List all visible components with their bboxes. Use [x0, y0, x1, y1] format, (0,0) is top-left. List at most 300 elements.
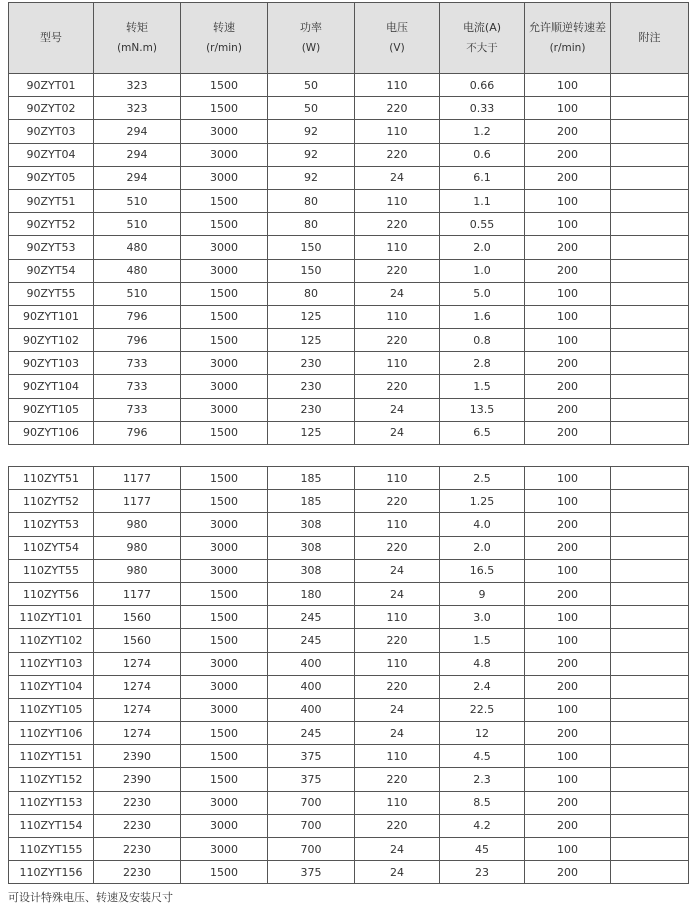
cell-power: 185 — [268, 467, 355, 490]
cell-speed-diff: 200 — [525, 791, 611, 814]
cell-torque: 480 — [94, 259, 181, 282]
cell-remarks — [611, 722, 689, 745]
table-row — [9, 166, 689, 189]
cell-current: 2.3 — [440, 768, 525, 791]
cell-remarks — [611, 861, 689, 884]
cell-torque: 1274 — [94, 698, 181, 721]
cell-remarks — [611, 259, 689, 282]
cell-torque: 1274 — [94, 675, 181, 698]
cell-power: 700 — [268, 814, 355, 837]
cell-speed-diff: 200 — [525, 652, 611, 675]
footnote: 可设计特殊电压、转速及安装尺寸 — [8, 891, 173, 904]
cell-model: 90ZYT55 — [9, 282, 94, 305]
cell-model: 90ZYT101 — [9, 305, 94, 328]
cell-remarks — [611, 74, 689, 97]
cell-current: 0.66 — [440, 74, 525, 97]
cell-speed-diff: 100 — [525, 745, 611, 768]
cell-remarks — [611, 236, 689, 259]
cell-torque: 294 — [94, 166, 181, 189]
cell-speed-diff: 100 — [525, 282, 611, 305]
cell-remarks — [611, 536, 689, 559]
cell-model: 110ZYT106 — [9, 722, 94, 745]
cell-voltage: 24 — [355, 698, 440, 721]
cell-model: 90ZYT53 — [9, 236, 94, 259]
header-remarks — [611, 3, 689, 74]
table-header — [9, 3, 689, 74]
cell-remarks — [611, 375, 689, 398]
cell-voltage: 24 — [355, 861, 440, 884]
header-unit: (V) — [389, 42, 405, 54]
cell-model: 90ZYT106 — [9, 421, 94, 444]
table-row — [9, 490, 689, 513]
cell-voltage: 110 — [355, 189, 440, 212]
cell-model: 110ZYT56 — [9, 582, 94, 605]
table-row — [9, 768, 689, 791]
table-row — [9, 838, 689, 861]
cell-speed-diff: 200 — [525, 536, 611, 559]
cell-torque: 733 — [94, 398, 181, 421]
cell-torque: 1560 — [94, 606, 181, 629]
cell-current: 23 — [440, 861, 525, 884]
cell-power: 400 — [268, 675, 355, 698]
cell-speed-diff: 200 — [525, 421, 611, 444]
header-label: 功率 — [300, 21, 322, 34]
cell-power: 92 — [268, 166, 355, 189]
cell-speed: 3000 — [181, 375, 268, 398]
cell-power: 80 — [268, 213, 355, 236]
cell-speed-diff: 100 — [525, 213, 611, 236]
cell-voltage: 220 — [355, 768, 440, 791]
cell-torque: 733 — [94, 375, 181, 398]
cell-speed: 1500 — [181, 329, 268, 352]
cell-voltage: 24 — [355, 838, 440, 861]
cell-voltage: 24 — [355, 722, 440, 745]
table-row — [9, 606, 689, 629]
cell-voltage: 220 — [355, 213, 440, 236]
header-unit: (r/min) — [549, 42, 586, 54]
header-label: 转矩 — [126, 21, 148, 34]
cell-voltage: 110 — [355, 791, 440, 814]
cell-model: 90ZYT103 — [9, 352, 94, 375]
cell-remarks — [611, 559, 689, 582]
cell-speed-diff: 200 — [525, 259, 611, 282]
cell-remarks — [611, 189, 689, 212]
cell-speed: 3000 — [181, 352, 268, 375]
cell-remarks — [611, 329, 689, 352]
cell-torque: 510 — [94, 282, 181, 305]
cell-speed-diff: 100 — [525, 698, 611, 721]
cell-torque: 2390 — [94, 745, 181, 768]
cell-speed: 1500 — [181, 467, 268, 490]
header-label: 型号 — [40, 31, 62, 44]
table-row — [9, 791, 689, 814]
cell-torque: 733 — [94, 352, 181, 375]
cell-torque: 796 — [94, 305, 181, 328]
cell-current: 1.0 — [440, 259, 525, 282]
cell-voltage: 220 — [355, 329, 440, 352]
cell-voltage: 220 — [355, 97, 440, 120]
cell-voltage: 24 — [355, 282, 440, 305]
table-body — [9, 74, 689, 884]
cell-torque: 2230 — [94, 791, 181, 814]
cell-speed: 3000 — [181, 236, 268, 259]
cell-voltage: 24 — [355, 166, 440, 189]
cell-voltage: 110 — [355, 352, 440, 375]
cell-power: 230 — [268, 398, 355, 421]
cell-power: 125 — [268, 305, 355, 328]
cell-remarks — [611, 143, 689, 166]
cell-remarks — [611, 467, 689, 490]
header-row — [9, 3, 689, 74]
cell-voltage: 110 — [355, 120, 440, 143]
cell-voltage: 220 — [355, 375, 440, 398]
header-current — [440, 3, 525, 74]
cell-voltage: 24 — [355, 421, 440, 444]
cell-torque: 294 — [94, 143, 181, 166]
cell-remarks — [611, 675, 689, 698]
cell-remarks — [611, 814, 689, 837]
header-unit: 不大于 — [466, 42, 498, 54]
cell-power: 245 — [268, 606, 355, 629]
cell-current: 2.0 — [440, 536, 525, 559]
cell-speed: 1500 — [181, 97, 268, 120]
cell-current: 1.6 — [440, 305, 525, 328]
cell-model: 90ZYT05 — [9, 166, 94, 189]
cell-speed: 1500 — [181, 745, 268, 768]
cell-speed: 1500 — [181, 421, 268, 444]
cell-current: 5.0 — [440, 282, 525, 305]
cell-torque: 1177 — [94, 582, 181, 605]
cell-current: 8.5 — [440, 791, 525, 814]
cell-power: 308 — [268, 513, 355, 536]
cell-speed: 3000 — [181, 791, 268, 814]
table-row — [9, 282, 689, 305]
header-voltage — [355, 3, 440, 74]
cell-speed-diff: 200 — [525, 236, 611, 259]
table-row — [9, 582, 689, 605]
cell-voltage: 24 — [355, 398, 440, 421]
header-label: 电压 — [386, 21, 408, 34]
cell-remarks — [611, 352, 689, 375]
cell-remarks — [611, 421, 689, 444]
cell-speed-diff: 200 — [525, 722, 611, 745]
cell-model: 110ZYT101 — [9, 606, 94, 629]
table-row — [9, 722, 689, 745]
cell-model: 110ZYT154 — [9, 814, 94, 837]
cell-speed: 3000 — [181, 559, 268, 582]
cell-power: 80 — [268, 189, 355, 212]
cell-remarks — [611, 513, 689, 536]
cell-model: 110ZYT102 — [9, 629, 94, 652]
cell-current: 0.8 — [440, 329, 525, 352]
cell-power: 375 — [268, 768, 355, 791]
cell-current: 1.5 — [440, 375, 525, 398]
cell-remarks — [611, 582, 689, 605]
table-row — [9, 698, 689, 721]
cell-current: 6.1 — [440, 166, 525, 189]
cell-power: 700 — [268, 838, 355, 861]
cell-torque: 323 — [94, 97, 181, 120]
cell-model: 90ZYT04 — [9, 143, 94, 166]
table-row — [9, 745, 689, 768]
cell-speed-diff: 200 — [525, 398, 611, 421]
cell-current: 0.33 — [440, 97, 525, 120]
header-label: 允许顺逆转速差 — [529, 21, 606, 34]
cell-speed: 3000 — [181, 536, 268, 559]
cell-voltage: 220 — [355, 536, 440, 559]
cell-speed-diff: 200 — [525, 120, 611, 143]
cell-speed-diff: 100 — [525, 629, 611, 652]
cell-model: 90ZYT02 — [9, 97, 94, 120]
cell-remarks — [611, 745, 689, 768]
cell-power: 80 — [268, 282, 355, 305]
header-power — [268, 3, 355, 74]
cell-speed-diff: 200 — [525, 166, 611, 189]
cell-current: 2.0 — [440, 236, 525, 259]
cell-voltage: 24 — [355, 559, 440, 582]
cell-voltage: 110 — [355, 305, 440, 328]
cell-voltage: 110 — [355, 74, 440, 97]
cell-speed: 3000 — [181, 814, 268, 837]
table-row — [9, 329, 689, 352]
cell-speed: 1500 — [181, 768, 268, 791]
cell-current: 0.6 — [440, 143, 525, 166]
table-row — [9, 559, 689, 582]
cell-voltage: 110 — [355, 745, 440, 768]
header-speed — [181, 3, 268, 74]
cell-speed-diff: 200 — [525, 143, 611, 166]
cell-model: 110ZYT52 — [9, 490, 94, 513]
cell-current: 45 — [440, 838, 525, 861]
cell-current: 4.8 — [440, 652, 525, 675]
cell-current: 1.25 — [440, 490, 525, 513]
cell-current: 13.5 — [440, 398, 525, 421]
cell-current: 1.1 — [440, 189, 525, 212]
table-row — [9, 259, 689, 282]
cell-remarks — [611, 791, 689, 814]
cell-current: 4.5 — [440, 745, 525, 768]
table-row — [9, 675, 689, 698]
table-row — [9, 213, 689, 236]
cell-model: 90ZYT105 — [9, 398, 94, 421]
cell-power: 375 — [268, 861, 355, 884]
cell-torque: 1560 — [94, 629, 181, 652]
cell-current: 0.55 — [440, 213, 525, 236]
header-label: 转速 — [213, 21, 235, 34]
table-row — [9, 421, 689, 444]
cell-torque: 1274 — [94, 722, 181, 745]
cell-speed: 1500 — [181, 305, 268, 328]
cell-current: 22.5 — [440, 698, 525, 721]
cell-model: 90ZYT03 — [9, 120, 94, 143]
cell-torque: 980 — [94, 559, 181, 582]
cell-voltage: 110 — [355, 236, 440, 259]
cell-model: 90ZYT54 — [9, 259, 94, 282]
cell-model: 110ZYT54 — [9, 536, 94, 559]
cell-voltage: 24 — [355, 582, 440, 605]
cell-remarks — [611, 97, 689, 120]
cell-model: 110ZYT152 — [9, 768, 94, 791]
table-row — [9, 375, 689, 398]
cell-speed: 3000 — [181, 698, 268, 721]
cell-model: 110ZYT104 — [9, 675, 94, 698]
cell-power: 245 — [268, 722, 355, 745]
cell-remarks — [611, 629, 689, 652]
cell-power: 125 — [268, 329, 355, 352]
cell-speed: 3000 — [181, 675, 268, 698]
cell-current: 4.0 — [440, 513, 525, 536]
header-label: 附注 — [638, 31, 661, 44]
table-row — [9, 97, 689, 120]
cell-model: 110ZYT151 — [9, 745, 94, 768]
cell-torque: 480 — [94, 236, 181, 259]
cell-model: 110ZYT153 — [9, 791, 94, 814]
table-row — [9, 143, 689, 166]
cell-speed: 1500 — [181, 74, 268, 97]
cell-voltage: 220 — [355, 675, 440, 698]
table-row — [9, 652, 689, 675]
cell-power: 230 — [268, 352, 355, 375]
cell-speed-diff: 100 — [525, 329, 611, 352]
cell-model: 110ZYT103 — [9, 652, 94, 675]
cell-power: 92 — [268, 143, 355, 166]
cell-speed: 1500 — [181, 582, 268, 605]
cell-model: 110ZYT155 — [9, 838, 94, 861]
cell-speed: 3000 — [181, 120, 268, 143]
cell-torque: 1177 — [94, 467, 181, 490]
cell-torque: 510 — [94, 189, 181, 212]
header-model — [9, 3, 94, 74]
table-row — [9, 398, 689, 421]
cell-speed: 1500 — [181, 282, 268, 305]
cell-power: 308 — [268, 559, 355, 582]
cell-speed: 1500 — [181, 606, 268, 629]
cell-torque: 294 — [94, 120, 181, 143]
cell-power: 92 — [268, 120, 355, 143]
cell-voltage: 220 — [355, 629, 440, 652]
cell-current: 1.5 — [440, 629, 525, 652]
cell-remarks — [611, 768, 689, 791]
cell-current: 12 — [440, 722, 525, 745]
cell-remarks — [611, 398, 689, 421]
cell-power: 245 — [268, 629, 355, 652]
cell-power: 230 — [268, 375, 355, 398]
cell-speed: 1500 — [181, 722, 268, 745]
separator-cell — [9, 445, 689, 467]
cell-power: 375 — [268, 745, 355, 768]
cell-model: 110ZYT51 — [9, 467, 94, 490]
table-row — [9, 352, 689, 375]
cell-voltage: 220 — [355, 143, 440, 166]
cell-model: 90ZYT102 — [9, 329, 94, 352]
cell-voltage: 220 — [355, 814, 440, 837]
cell-speed-diff: 200 — [525, 513, 611, 536]
cell-torque: 2230 — [94, 838, 181, 861]
cell-model: 90ZYT51 — [9, 189, 94, 212]
cell-speed: 1500 — [181, 629, 268, 652]
table-row — [9, 189, 689, 212]
table-row — [9, 467, 689, 490]
cell-speed: 1500 — [181, 861, 268, 884]
cell-voltage: 220 — [355, 490, 440, 513]
cell-voltage: 220 — [355, 259, 440, 282]
cell-power: 180 — [268, 582, 355, 605]
cell-speed-diff: 100 — [525, 74, 611, 97]
cell-speed: 1500 — [181, 189, 268, 212]
cell-power: 400 — [268, 698, 355, 721]
spec-sheet — [8, 2, 688, 884]
header-unit: (r/min) — [206, 42, 242, 54]
cell-speed-diff: 100 — [525, 189, 611, 212]
cell-remarks — [611, 490, 689, 513]
cell-model: 90ZYT104 — [9, 375, 94, 398]
header-unit: (mN.m) — [117, 42, 157, 54]
cell-current: 2.8 — [440, 352, 525, 375]
table-row — [9, 629, 689, 652]
cell-speed-diff: 100 — [525, 305, 611, 328]
motor-spec-table — [8, 2, 689, 884]
cell-speed-diff: 200 — [525, 352, 611, 375]
group-separator-row — [9, 445, 689, 467]
cell-current: 6.5 — [440, 421, 525, 444]
header-speed-diff — [525, 3, 611, 74]
cell-speed-diff: 100 — [525, 97, 611, 120]
cell-current: 2.5 — [440, 467, 525, 490]
cell-model: 110ZYT105 — [9, 698, 94, 721]
cell-speed: 1500 — [181, 213, 268, 236]
cell-power: 50 — [268, 74, 355, 97]
cell-torque: 2390 — [94, 768, 181, 791]
cell-speed-diff: 100 — [525, 490, 611, 513]
cell-torque: 2230 — [94, 814, 181, 837]
table-row — [9, 305, 689, 328]
cell-torque: 980 — [94, 513, 181, 536]
cell-speed: 3000 — [181, 143, 268, 166]
table-row — [9, 861, 689, 884]
cell-speed: 3000 — [181, 166, 268, 189]
cell-torque: 796 — [94, 421, 181, 444]
cell-power: 125 — [268, 421, 355, 444]
cell-power: 700 — [268, 791, 355, 814]
header-torque — [94, 3, 181, 74]
cell-voltage: 110 — [355, 513, 440, 536]
cell-speed-diff: 100 — [525, 467, 611, 490]
cell-current: 9 — [440, 582, 525, 605]
table-row — [9, 120, 689, 143]
cell-current: 16.5 — [440, 559, 525, 582]
cell-speed: 3000 — [181, 838, 268, 861]
cell-torque: 2230 — [94, 861, 181, 884]
cell-voltage: 110 — [355, 606, 440, 629]
cell-remarks — [611, 282, 689, 305]
cell-model: 110ZYT53 — [9, 513, 94, 536]
cell-model: 110ZYT156 — [9, 861, 94, 884]
table-row — [9, 536, 689, 559]
cell-speed-diff: 100 — [525, 559, 611, 582]
cell-remarks — [611, 606, 689, 629]
cell-torque: 980 — [94, 536, 181, 559]
cell-current: 2.4 — [440, 675, 525, 698]
table-row — [9, 814, 689, 837]
cell-speed-diff: 200 — [525, 675, 611, 698]
cell-power: 150 — [268, 236, 355, 259]
cell-remarks — [611, 652, 689, 675]
cell-power: 50 — [268, 97, 355, 120]
cell-current: 4.2 — [440, 814, 525, 837]
header-label: 电流(A) — [462, 21, 502, 34]
cell-torque: 510 — [94, 213, 181, 236]
cell-speed-diff: 200 — [525, 814, 611, 837]
